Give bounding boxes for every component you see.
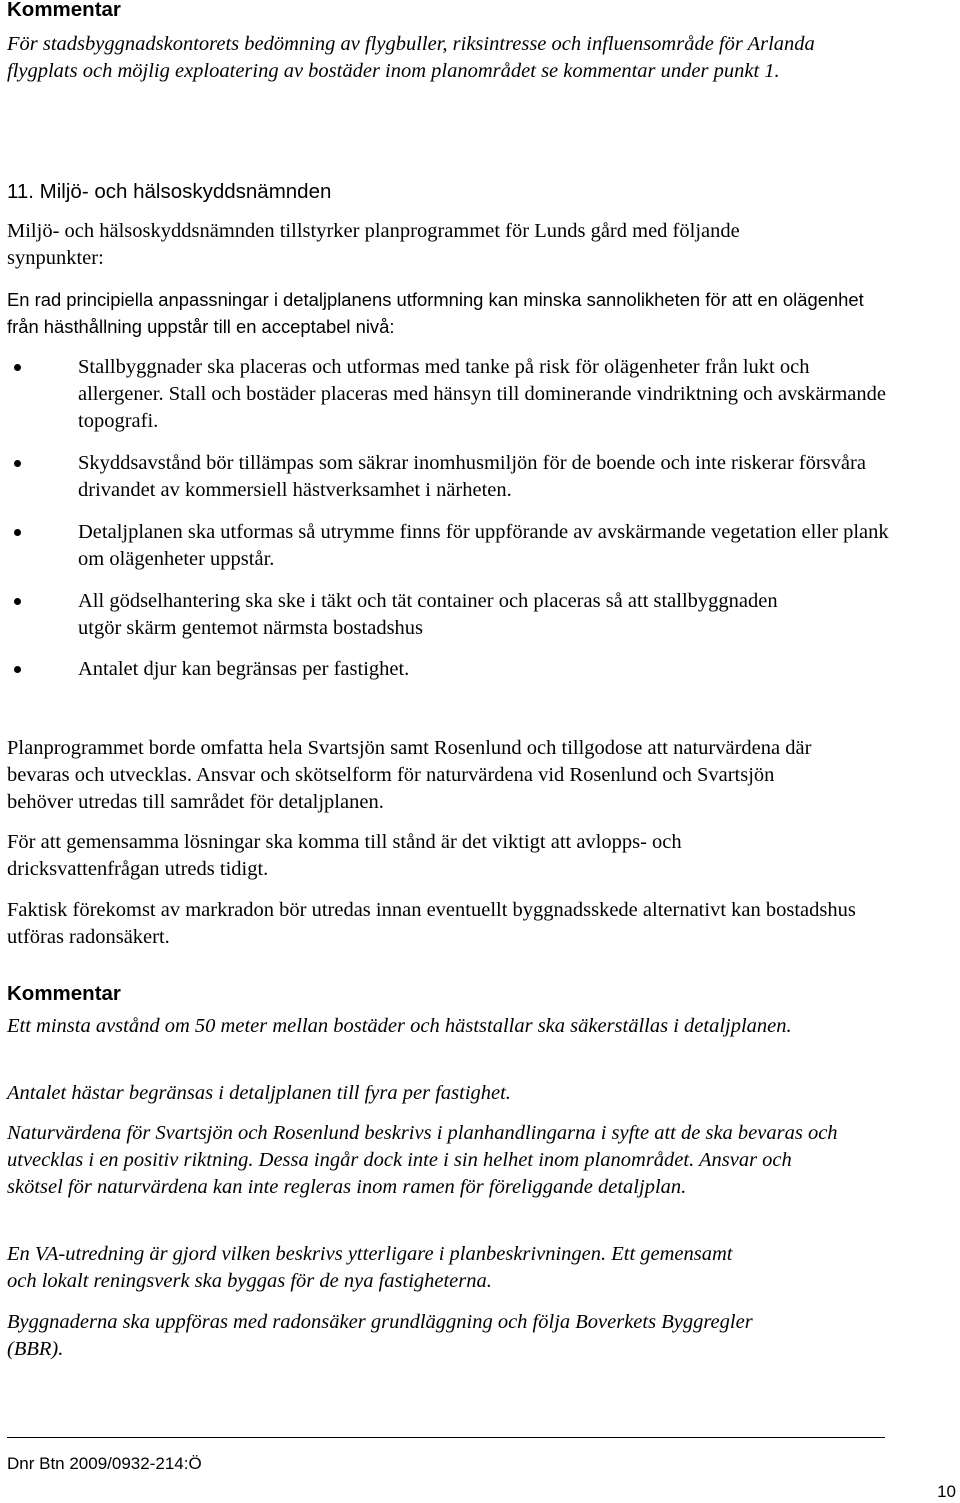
list-item-text: Stallbyggnader ska placeras och utformas med tanke på risk för olägenheter från lukt och allergener. Stall och bostäder placeras med hänsyn till dominerande vindriktning och avskärmande topografi. — [78, 356, 886, 432]
kommentar-heading-2: Kommentar — [7, 982, 121, 1005]
bullet-icon — [14, 598, 21, 605]
bullet-icon — [14, 460, 21, 467]
list-item-text: Antalet djur kan begränsas per fastighet. — [78, 658, 410, 680]
section-para-1: En rad principiella anpassningar i detaljplanens utformning kan minska sannolikheten för att en olägenhet från hästhållning uppstår till en acceptabel nivå: — [7, 289, 864, 337]
kommentar-para: Ett minsta avstånd om 50 meter mellan bostäder och häststallar ska säkerställas i detaljplanen. — [7, 1015, 792, 1037]
section-heading-11: 11. Miljö- och hälsoskyddsnämnden — [7, 180, 332, 203]
kommentar-para: Antalet hästar begränsas i detaljplanen till fyra per fastighet. — [7, 1082, 511, 1104]
kommentar-para: Naturvärdena för Svartsjön och Rosenlund beskrivs i planhandlingarna i syfte att de ska bevaras och utvecklas i en positiv riktning. Dessa ingår dock inte i sin helhet inom planområdet. Ansvar och skötsel för naturvärdena kan inte regleras inom ramen för föreliggande detaljplan. — [7, 1122, 838, 1198]
kommentar-heading-1: Kommentar — [7, 0, 121, 21]
footer-reference: Dnr Btn 2009/0932-214:Ö — [7, 1454, 202, 1473]
kommentar-para: Byggnaderna ska uppföras med radonsäker grundläggning och följa Boverkets Byggregler (BBR). — [7, 1311, 753, 1360]
list-item-text: Skyddsavstånd bör tillämpas som säkrar inomhusmiljön för de boende och inte riskerar försvåra drivandet av kommersiell hästverksamhet i närheten. — [78, 452, 866, 501]
bullet-icon — [14, 364, 21, 371]
section-para-4: Faktisk förekomst av markradon bör utredas innan eventuellt byggnadsskede alternativt kan bostadshus utföras radonsäkert. — [7, 899, 856, 948]
list-item-text: All gödselhantering ska ske i täkt och tät container och placeras så att stallbyggnaden utgör skärm gentemot närmsta bostadshus — [78, 590, 778, 639]
section-intro: Miljö- och hälsoskyddsnämnden tillstyrker planprogrammet för Lunds gård med följande synpunkter: — [7, 220, 740, 269]
section-para-2: Planprogrammet borde omfatta hela Svartsjön samt Rosenlund och tillgodose att naturvärdena där bevaras och utvecklas. Ansvar och skötselform för naturvärdena vid Rosenlund och Svartsjön behöver utredas till samrådet för detaljplanen. — [7, 737, 812, 813]
bullet-icon — [14, 529, 21, 536]
kommentar-para: En VA-utredning är gjord vilken beskrivs ytterligare i planbeskrivningen. Ett gemensamt och lokalt reningsverk ska byggas för de nya fastigheterna. — [7, 1243, 733, 1292]
page-number: 10 — [937, 1482, 956, 1501]
footer-divider — [7, 1437, 885, 1438]
list-item-text: Detaljplanen ska utformas så utrymme finns för uppförande av avskärmande vegetation eller plank om olägenheter uppstår. — [78, 521, 889, 570]
kommentar-text-1: För stadsbyggnadskontorets bedömning av flygbuller, riksintresse och influensområde för Arlanda flygplats och möjlig exploatering av bostäder inom planområdet se kommentar under punkt 1. — [7, 33, 815, 82]
section-para-3: För att gemensamma lösningar ska komma till stånd är det viktigt att avlopps- och dricksvattenfrågan utreds tidigt. — [7, 831, 682, 880]
bullet-icon — [14, 666, 21, 673]
